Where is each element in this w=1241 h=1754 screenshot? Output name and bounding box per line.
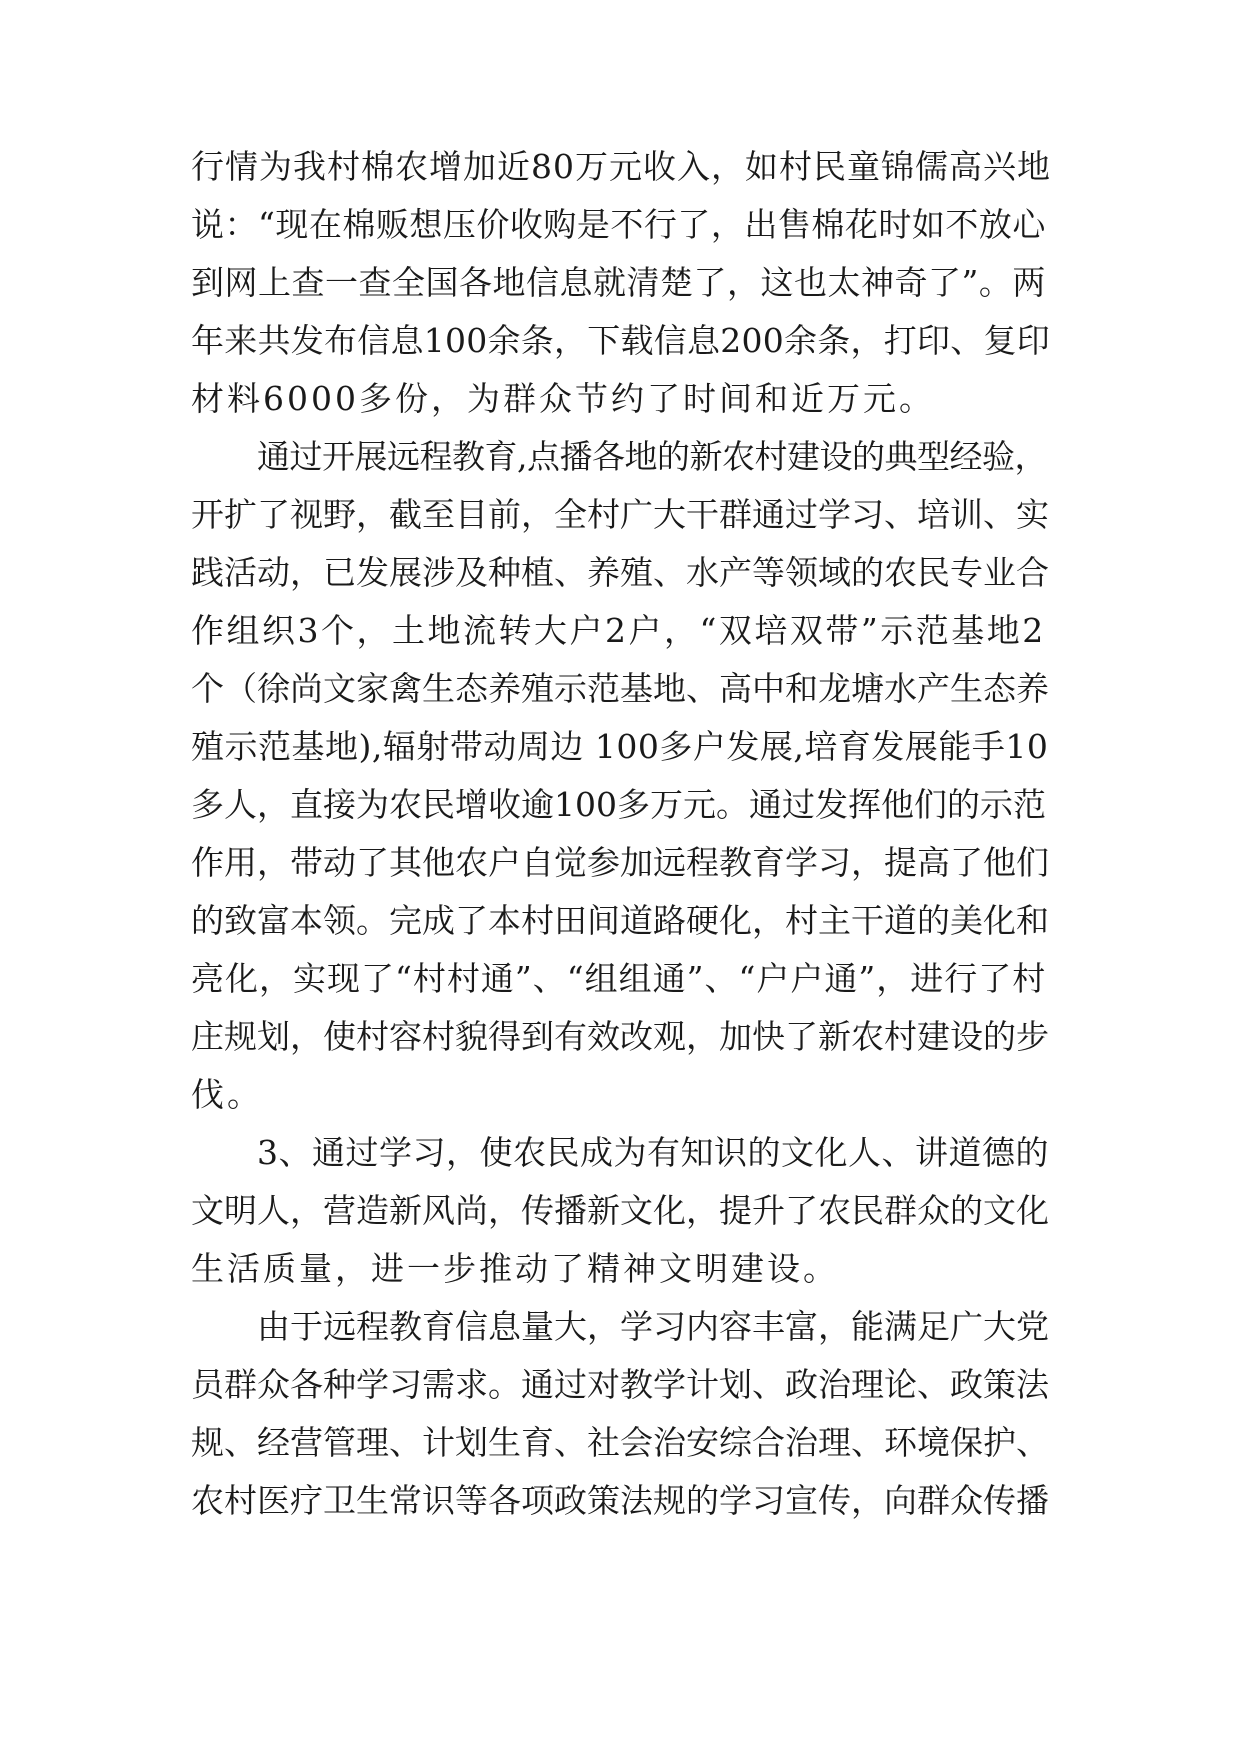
text-line: 作用，带动了其他农户自觉参加远程教育学习，提高了他们: [191, 843, 1049, 882]
text-line: 个（徐尚文家禽生态养殖示范基地、高中和龙塘水产生态养: [191, 669, 1049, 708]
text-line: 庄规划，使村容村貌得到有效改观，加快了新农村建设的步: [191, 1017, 1049, 1056]
text-line: 行情为我村棉农增加近80万元收入，如村民童锦儒高兴地: [191, 147, 1051, 186]
text-line: 亮化，实现了“村村通”、“组组通”、“户户通”，进行了村: [191, 959, 1047, 998]
paragraph-first-line: 通过开展远程教育,点播各地的新农村建设的典型经验，: [257, 437, 1047, 476]
text-line: 说：“现在棉贩想压价收购是不行了，出售棉花时如不放心: [191, 205, 1046, 244]
text-line: 殖示范基地),辐射带动周边 100多户发展,培育发展能手10: [191, 727, 1049, 766]
text-line: 农村医疗卫生常识等各项政策法规的学习宣传，向群众传播: [191, 1481, 1049, 1520]
text-line: 生活质量，进一步推动了精神文明建设。: [191, 1249, 839, 1288]
text-line: 作组织3个，土地流转大户2户，“双培双带”示范基地2: [191, 611, 1046, 650]
paragraph-first-line: 由于远程教育信息量大，学习内容丰富，能满足广大党: [257, 1307, 1049, 1346]
text-line: 到网上查一查全国各地信息就清楚了，这也太神奇了”。两: [191, 263, 1046, 302]
text-line: 践活动，已发展涉及种植、养殖、水产等领域的农民专业合: [191, 553, 1049, 592]
text-line: 规、经营管理、计划生育、社会治安综合治理、环境保护、: [191, 1423, 1049, 1462]
text-line: 伐。: [191, 1075, 263, 1114]
paragraph-first-line: 3、通过学习，使农民成为有知识的文化人、讲道德的: [257, 1133, 1049, 1172]
text-line: 材料6000多份，为群众节约了时间和近万元。: [191, 379, 935, 418]
text-line: 员群众各种学习需求。通过对教学计划、政治理论、政策法: [191, 1365, 1049, 1404]
text-line: 年来共发布信息100余条，下载信息200余条，打印、复印: [191, 321, 1050, 360]
text-line: 多人，直接为农民增收逾100多万元。通过发挥他们的示范: [191, 785, 1046, 824]
text-line: 的致富本领。完成了本村田间道路硬化，村主干道的美化和: [191, 901, 1049, 940]
text-line: 文明人，营造新风尚，传播新文化，提升了农民群众的文化: [191, 1191, 1049, 1230]
text-line: 开扩了视野，截至目前，全村广大干群通过学习、培训、实: [191, 495, 1049, 534]
